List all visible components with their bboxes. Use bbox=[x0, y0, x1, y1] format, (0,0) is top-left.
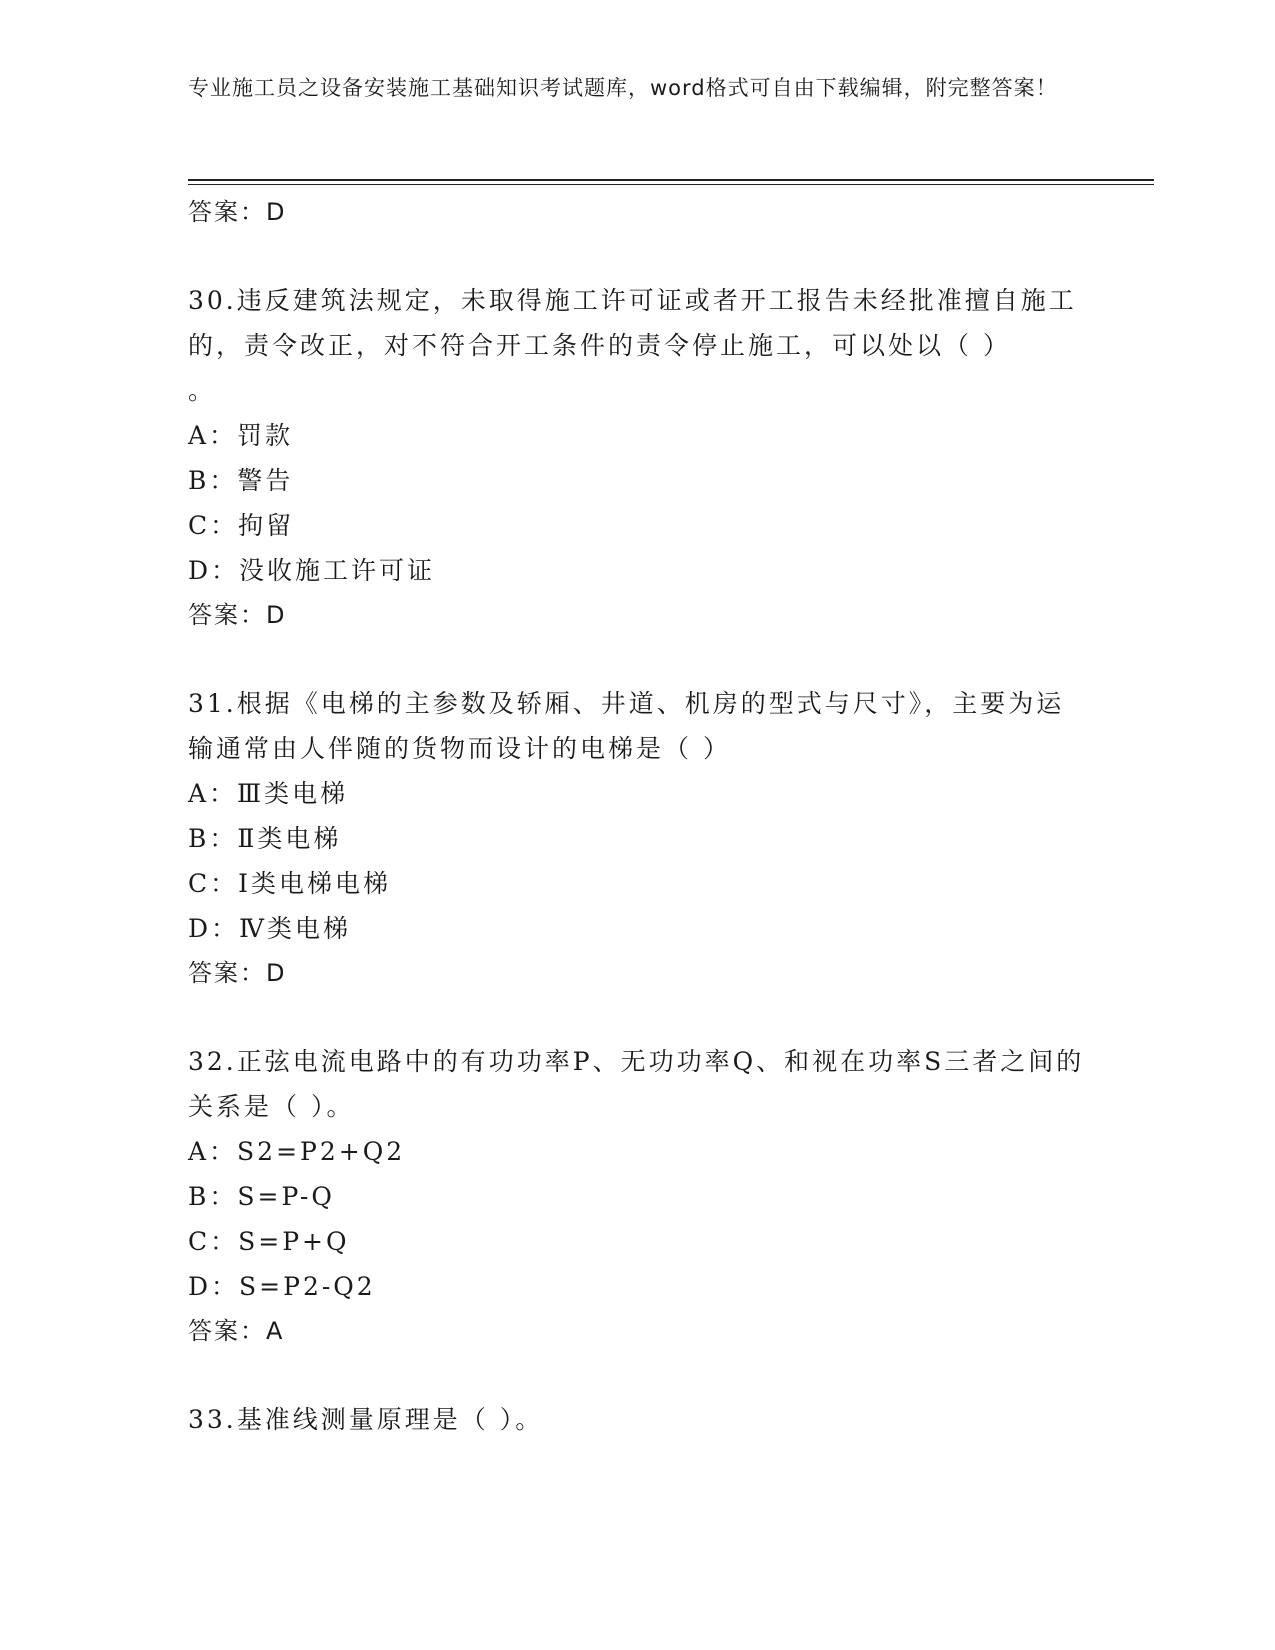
question-31-text: 31.根据《电梯的主参数及轿厢、井道、机房的型式与尺寸》，主要为运输通常由人伴随的货物而设计的电梯是（ ） bbox=[188, 689, 1065, 763]
question-30-text: 30.违反建筑法规定，未取得施工许可证或者开工报告未经批准擅自施工的，责令改正，对不符合开工条件的责令停止施工，可以处以（ ） bbox=[188, 286, 1077, 360]
question-30-tail: 。 bbox=[188, 376, 214, 405]
answer-32: 答案：A bbox=[188, 1317, 285, 1345]
question-30-option-b: B：警告 bbox=[188, 466, 294, 495]
header-rule-thin bbox=[188, 184, 1154, 185]
question-31-option-b: B：Ⅱ类电梯 bbox=[188, 824, 342, 853]
question-32-option-c: C：S=P+Q bbox=[188, 1227, 350, 1256]
question-32-text: 32.正弦电流电路中的有功功率P、无功功率Q、和视在功率S三者之间的关系是（ ）。 bbox=[188, 1047, 1085, 1121]
question-32-option-d: D：S=P2-Q2 bbox=[188, 1272, 376, 1301]
answer-30: 答案：D bbox=[188, 601, 287, 629]
question-30-option-c: C：拘留 bbox=[188, 511, 295, 540]
answer-31: 答案：D bbox=[188, 959, 287, 987]
question-31-option-a: A：Ⅲ类电梯 bbox=[188, 779, 349, 808]
question-32-option-b: B：S=P-Q bbox=[188, 1182, 335, 1211]
question-30-option-d: D：没收施工许可证 bbox=[188, 556, 436, 585]
answer-29: 答案：D bbox=[188, 198, 287, 226]
question-31-option-d: D：Ⅳ类电梯 bbox=[188, 914, 352, 943]
question-32-option-a: A：S2=P2+Q2 bbox=[188, 1137, 406, 1166]
question-30-option-a: A：罚款 bbox=[188, 421, 294, 450]
document-body bbox=[188, 190, 1088, 1442]
header-rule-thick bbox=[188, 179, 1154, 181]
question-33-text: 33.基准线测量原理是（ ）。 bbox=[188, 1405, 544, 1434]
document-header: 专业施工员之设备安装施工基础知识考试题库，word格式可自由下载编辑，附完整答案！ bbox=[188, 76, 1058, 100]
question-31-option-c: C：Ⅰ类电梯电梯 bbox=[188, 869, 392, 898]
